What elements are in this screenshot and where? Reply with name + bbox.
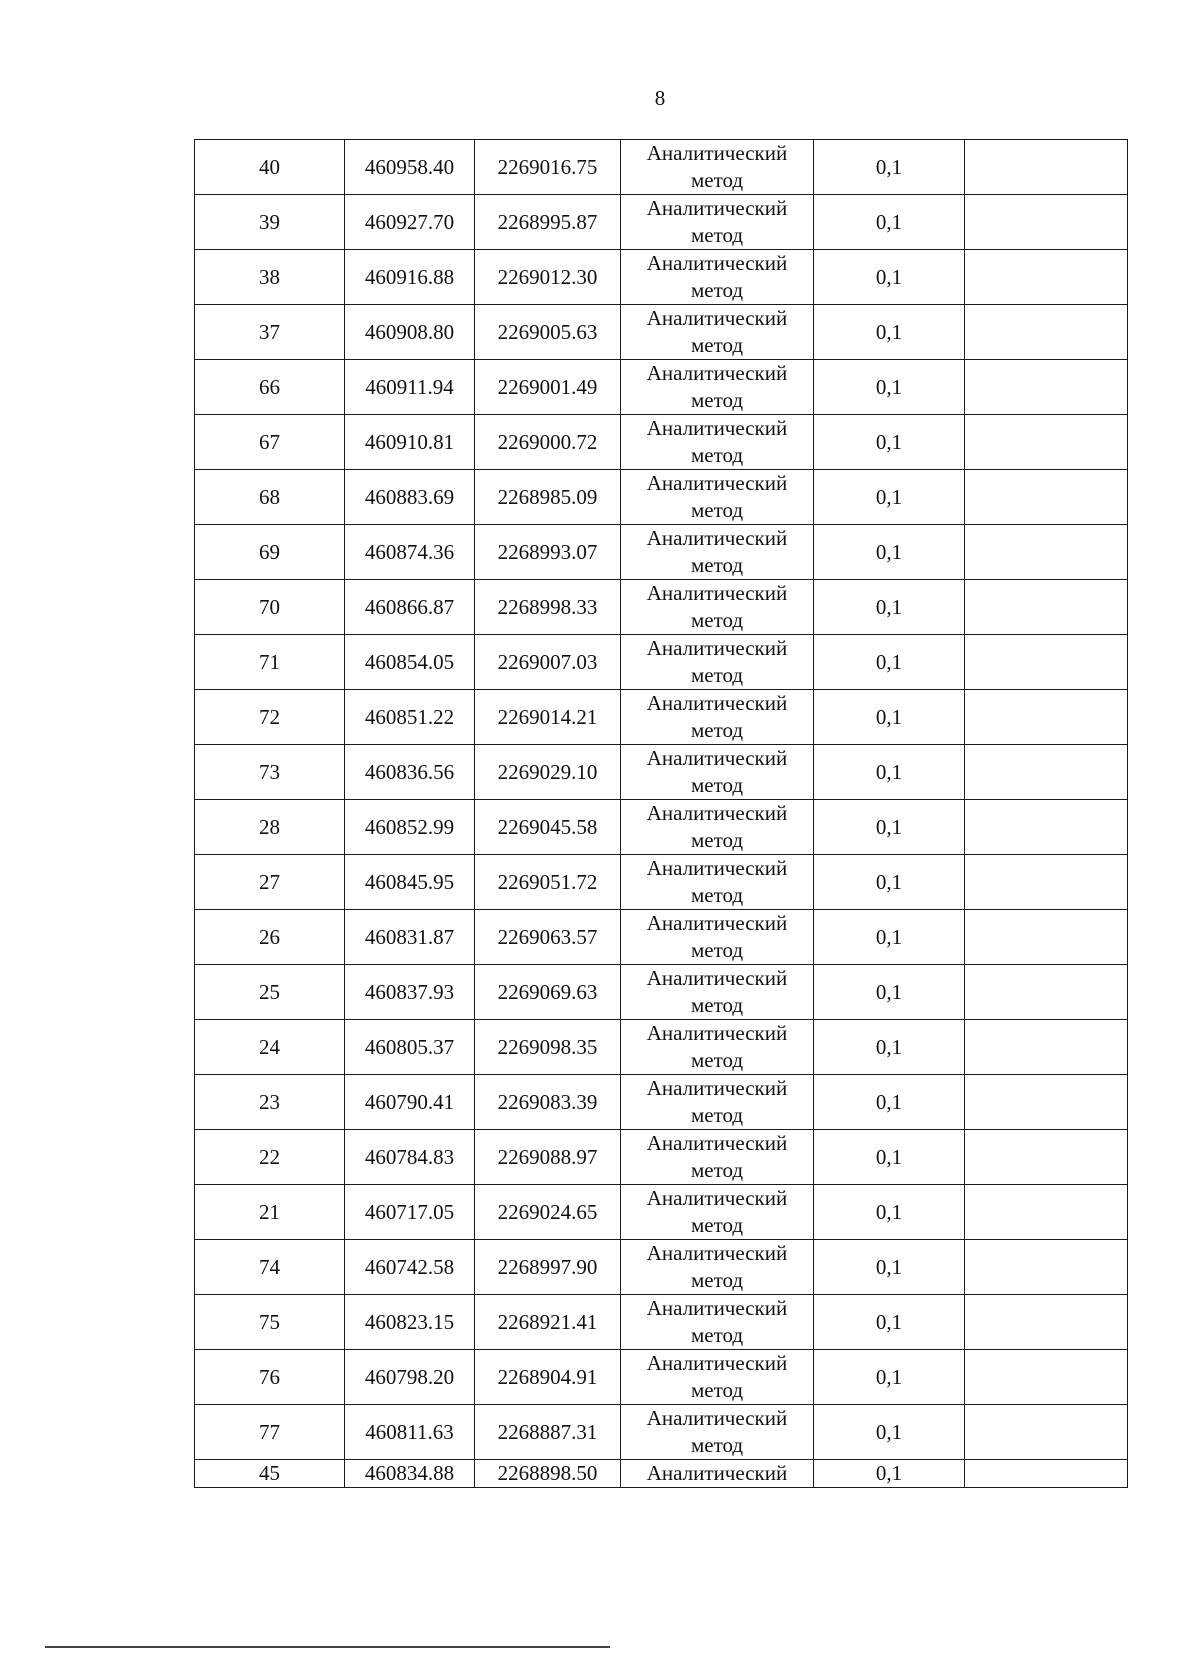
method-line-1: Аналитический	[646, 636, 788, 660]
point-number-cell: 40	[195, 140, 345, 195]
point-number-cell: 67	[195, 415, 345, 470]
note-cell	[965, 800, 1128, 855]
y-coordinate-cell: 2269014.21	[475, 690, 621, 745]
method-cell	[621, 1295, 814, 1350]
point-number-cell: 77	[195, 1405, 345, 1460]
accuracy-cell: 0,1	[814, 1295, 965, 1350]
note-cell	[965, 855, 1128, 910]
method-line-2: метод	[690, 443, 744, 467]
y-coordinate-cell: 2268998.33	[475, 580, 621, 635]
accuracy-cell: 0,1	[814, 1405, 965, 1460]
note-cell	[965, 965, 1128, 1020]
x-coordinate-cell: 460911.94	[345, 360, 475, 415]
table-row	[195, 635, 1128, 690]
accuracy-cell: 0,1	[814, 745, 965, 800]
coordinates-table-body	[195, 140, 1128, 1488]
y-coordinate-cell: 2269016.75	[475, 140, 621, 195]
method-cell	[621, 965, 814, 1020]
method-line-2: метод	[690, 1103, 744, 1127]
point-number-cell: 69	[195, 525, 345, 580]
note-cell	[965, 525, 1128, 580]
method-cell	[621, 745, 814, 800]
table-row	[195, 1130, 1128, 1185]
note-cell	[965, 1130, 1128, 1185]
accuracy-cell: 0,1	[814, 965, 965, 1020]
y-coordinate-cell: 2269051.72	[475, 855, 621, 910]
method-line-2: метод	[690, 1433, 744, 1457]
table-row	[195, 1460, 1128, 1488]
note-cell	[965, 910, 1128, 965]
x-coordinate-cell: 460805.37	[345, 1020, 475, 1075]
note-cell	[965, 1020, 1128, 1075]
x-coordinate-cell: 460845.95	[345, 855, 475, 910]
method-line-2: метод	[690, 168, 744, 192]
accuracy-cell: 0,1	[814, 800, 965, 855]
y-coordinate-cell: 2268995.87	[475, 195, 621, 250]
x-coordinate-cell: 460811.63	[345, 1405, 475, 1460]
y-coordinate-cell: 2268887.31	[475, 1405, 621, 1460]
accuracy-cell: 0,1	[814, 470, 965, 525]
note-cell	[965, 1295, 1128, 1350]
accuracy-cell: 0,1	[814, 525, 965, 580]
table-row	[195, 580, 1128, 635]
method-cell	[621, 1020, 814, 1075]
table-row	[195, 745, 1128, 800]
accuracy-cell: 0,1	[814, 910, 965, 965]
y-coordinate-cell: 2269029.10	[475, 745, 621, 800]
y-coordinate-cell: 2269063.57	[475, 910, 621, 965]
point-number-cell: 73	[195, 745, 345, 800]
method-cell	[621, 800, 814, 855]
accuracy-cell: 0,1	[814, 1020, 965, 1075]
x-coordinate-cell: 460837.93	[345, 965, 475, 1020]
method-line-2: метод	[690, 1048, 744, 1072]
method-cell	[621, 635, 814, 690]
y-coordinate-cell: 2269083.39	[475, 1075, 621, 1130]
table-row	[195, 800, 1128, 855]
x-coordinate-cell: 460908.80	[345, 305, 475, 360]
method-line-2: метод	[690, 718, 744, 742]
method-cell	[621, 910, 814, 965]
x-coordinate-cell: 460958.40	[345, 140, 475, 195]
point-number-cell: 26	[195, 910, 345, 965]
table-row	[195, 415, 1128, 470]
table-row	[195, 855, 1128, 910]
method-line-2: метод	[690, 1378, 744, 1402]
y-coordinate-cell: 2269024.65	[475, 1185, 621, 1240]
accuracy-cell: 0,1	[814, 635, 965, 690]
accuracy-cell: 0,1	[814, 360, 965, 415]
table-row	[195, 1295, 1128, 1350]
y-coordinate-cell: 2268898.50	[475, 1460, 621, 1488]
note-cell	[965, 195, 1128, 250]
method-line-1: Аналитический	[646, 416, 788, 440]
x-coordinate-cell: 460790.41	[345, 1075, 475, 1130]
table-row	[195, 1075, 1128, 1130]
y-coordinate-cell: 2269045.58	[475, 800, 621, 855]
coordinates-table	[194, 139, 1128, 1488]
accuracy-cell: 0,1	[814, 1075, 965, 1130]
method-cell	[621, 305, 814, 360]
method-line-2: метод	[690, 388, 744, 412]
note-cell	[965, 360, 1128, 415]
method-cell	[621, 855, 814, 910]
accuracy-cell: 0,1	[814, 1350, 965, 1405]
point-number-cell: 74	[195, 1240, 345, 1295]
x-coordinate-cell: 460798.20	[345, 1350, 475, 1405]
table-row	[195, 1020, 1128, 1075]
point-number-cell: 21	[195, 1185, 345, 1240]
accuracy-cell: 0,1	[814, 1460, 965, 1488]
point-number-cell: 37	[195, 305, 345, 360]
x-coordinate-cell: 460874.36	[345, 525, 475, 580]
method-line-2: метод	[690, 333, 744, 357]
x-coordinate-cell: 460851.22	[345, 690, 475, 745]
method-cell	[621, 1240, 814, 1295]
note-cell	[965, 1460, 1128, 1488]
method-line-2: метод	[690, 1213, 744, 1237]
accuracy-cell: 0,1	[814, 855, 965, 910]
method-cell	[621, 1350, 814, 1405]
y-coordinate-cell: 2269088.97	[475, 1130, 621, 1185]
method-line-2: метод	[690, 223, 744, 247]
y-coordinate-cell: 2269098.35	[475, 1020, 621, 1075]
method-line-2: метод	[690, 773, 744, 797]
x-coordinate-cell: 460784.83	[345, 1130, 475, 1185]
accuracy-cell: 0,1	[814, 690, 965, 745]
method-line-1: Аналитический	[646, 1021, 788, 1045]
x-coordinate-cell: 460927.70	[345, 195, 475, 250]
method-cell	[621, 250, 814, 305]
point-number-cell: 68	[195, 470, 345, 525]
point-number-cell: 76	[195, 1350, 345, 1405]
method-line-1: Аналитический	[646, 856, 788, 880]
x-coordinate-cell: 460836.56	[345, 745, 475, 800]
table-row	[195, 690, 1128, 745]
method-line-1: Аналитический	[646, 306, 788, 330]
method-cell	[621, 525, 814, 580]
note-cell	[965, 470, 1128, 525]
note-cell	[965, 1075, 1128, 1130]
method-line-1: Аналитический	[646, 746, 788, 770]
method-line-1: Аналитический	[646, 1296, 788, 1320]
note-cell	[965, 1185, 1128, 1240]
method-line-2: метод	[690, 883, 744, 907]
method-line-1: Аналитический	[646, 471, 788, 495]
table-row	[195, 195, 1128, 250]
method-line-1: Аналитический	[646, 1461, 788, 1485]
note-cell	[965, 1240, 1128, 1295]
point-number-cell: 25	[195, 965, 345, 1020]
point-number-cell: 70	[195, 580, 345, 635]
x-coordinate-cell: 460831.87	[345, 910, 475, 965]
point-number-cell: 38	[195, 250, 345, 305]
method-line-1: Аналитический	[646, 526, 788, 550]
y-coordinate-cell: 2269007.03	[475, 635, 621, 690]
method-line-1: Аналитический	[646, 966, 788, 990]
point-number-cell: 66	[195, 360, 345, 415]
method-cell	[621, 1075, 814, 1130]
table-row	[195, 1350, 1128, 1405]
table-row	[195, 525, 1128, 580]
note-cell	[965, 1405, 1128, 1460]
point-number-cell: 22	[195, 1130, 345, 1185]
accuracy-cell: 0,1	[814, 580, 965, 635]
method-line-2: метод	[690, 663, 744, 687]
method-line-2: метод	[690, 938, 744, 962]
x-coordinate-cell: 460852.99	[345, 800, 475, 855]
method-cell	[621, 690, 814, 745]
method-cell	[621, 470, 814, 525]
method-line-1: Аналитический	[646, 1241, 788, 1265]
x-coordinate-cell: 460916.88	[345, 250, 475, 305]
method-line-1: Аналитический	[646, 251, 788, 275]
table-row	[195, 965, 1128, 1020]
x-coordinate-cell: 460866.87	[345, 580, 475, 635]
method-cell	[621, 1130, 814, 1185]
method-cell	[621, 1405, 814, 1460]
method-cell	[621, 415, 814, 470]
method-line-1: Аналитический	[646, 1406, 788, 1430]
table-row	[195, 140, 1128, 195]
x-coordinate-cell: 460834.88	[345, 1460, 475, 1488]
method-line-1: Аналитический	[646, 361, 788, 385]
x-coordinate-cell: 460742.58	[345, 1240, 475, 1295]
y-coordinate-cell: 2269012.30	[475, 250, 621, 305]
method-line-1: Аналитический	[646, 801, 788, 825]
method-line-2: метод	[690, 553, 744, 577]
accuracy-cell: 0,1	[814, 250, 965, 305]
y-coordinate-cell: 2269005.63	[475, 305, 621, 360]
point-number-cell: 72	[195, 690, 345, 745]
method-cell	[621, 1185, 814, 1240]
x-coordinate-cell: 460854.05	[345, 635, 475, 690]
method-line-1: Аналитический	[646, 196, 788, 220]
x-coordinate-cell: 460910.81	[345, 415, 475, 470]
accuracy-cell: 0,1	[814, 1185, 965, 1240]
method-line-1: Аналитический	[646, 1076, 788, 1100]
accuracy-cell: 0,1	[814, 140, 965, 195]
y-coordinate-cell: 2268993.07	[475, 525, 621, 580]
method-line-2: метод	[690, 278, 744, 302]
y-coordinate-cell: 2268904.91	[475, 1350, 621, 1405]
method-line-1: Аналитический	[646, 581, 788, 605]
note-cell	[965, 415, 1128, 470]
method-cell	[621, 1460, 814, 1488]
table-row	[195, 305, 1128, 360]
method-line-2: метод	[690, 993, 744, 1017]
point-number-cell: 45	[195, 1460, 345, 1488]
page-number: 8	[654, 86, 666, 110]
y-coordinate-cell: 2268921.41	[475, 1295, 621, 1350]
note-cell	[965, 140, 1128, 195]
table-row	[195, 1405, 1128, 1460]
method-line-1: Аналитический	[646, 1351, 788, 1375]
y-coordinate-cell: 2268997.90	[475, 1240, 621, 1295]
x-coordinate-cell: 460717.05	[345, 1185, 475, 1240]
method-cell	[621, 360, 814, 415]
y-coordinate-cell: 2269001.49	[475, 360, 621, 415]
footer-rule	[45, 1646, 610, 1648]
point-number-cell: 24	[195, 1020, 345, 1075]
note-cell	[965, 250, 1128, 305]
method-line-2: метод	[690, 1268, 744, 1292]
method-line-1: Аналитический	[646, 1131, 788, 1155]
method-line-2: метод	[690, 498, 744, 522]
point-number-cell: 28	[195, 800, 345, 855]
table-row	[195, 470, 1128, 525]
method-line-1: Аналитический	[646, 911, 788, 935]
method-line-2: метод	[690, 1323, 744, 1347]
method-line-1: Аналитический	[646, 141, 788, 165]
method-cell	[621, 580, 814, 635]
point-number-cell: 75	[195, 1295, 345, 1350]
point-number-cell: 71	[195, 635, 345, 690]
method-line-1: Аналитический	[646, 691, 788, 715]
method-line-2: метод	[690, 828, 744, 852]
y-coordinate-cell: 2269069.63	[475, 965, 621, 1020]
table-row	[195, 250, 1128, 305]
note-cell	[965, 690, 1128, 745]
point-number-cell: 27	[195, 855, 345, 910]
y-coordinate-cell: 2268985.09	[475, 470, 621, 525]
method-cell	[621, 195, 814, 250]
note-cell	[965, 1350, 1128, 1405]
note-cell	[965, 745, 1128, 800]
table-row	[195, 910, 1128, 965]
table-row	[195, 1185, 1128, 1240]
point-number-cell: 23	[195, 1075, 345, 1130]
method-line-2: метод	[690, 608, 744, 632]
point-number-cell: 39	[195, 195, 345, 250]
accuracy-cell: 0,1	[814, 195, 965, 250]
note-cell	[965, 580, 1128, 635]
table-row	[195, 360, 1128, 415]
accuracy-cell: 0,1	[814, 305, 965, 360]
accuracy-cell: 0,1	[814, 1240, 965, 1295]
y-coordinate-cell: 2269000.72	[475, 415, 621, 470]
method-line-1: Аналитический	[646, 1186, 788, 1210]
method-cell	[621, 140, 814, 195]
note-cell	[965, 305, 1128, 360]
note-cell	[965, 635, 1128, 690]
table-row	[195, 1240, 1128, 1295]
x-coordinate-cell: 460883.69	[345, 470, 475, 525]
x-coordinate-cell: 460823.15	[345, 1295, 475, 1350]
method-line-2: метод	[690, 1158, 744, 1182]
accuracy-cell: 0,1	[814, 415, 965, 470]
accuracy-cell: 0,1	[814, 1130, 965, 1185]
